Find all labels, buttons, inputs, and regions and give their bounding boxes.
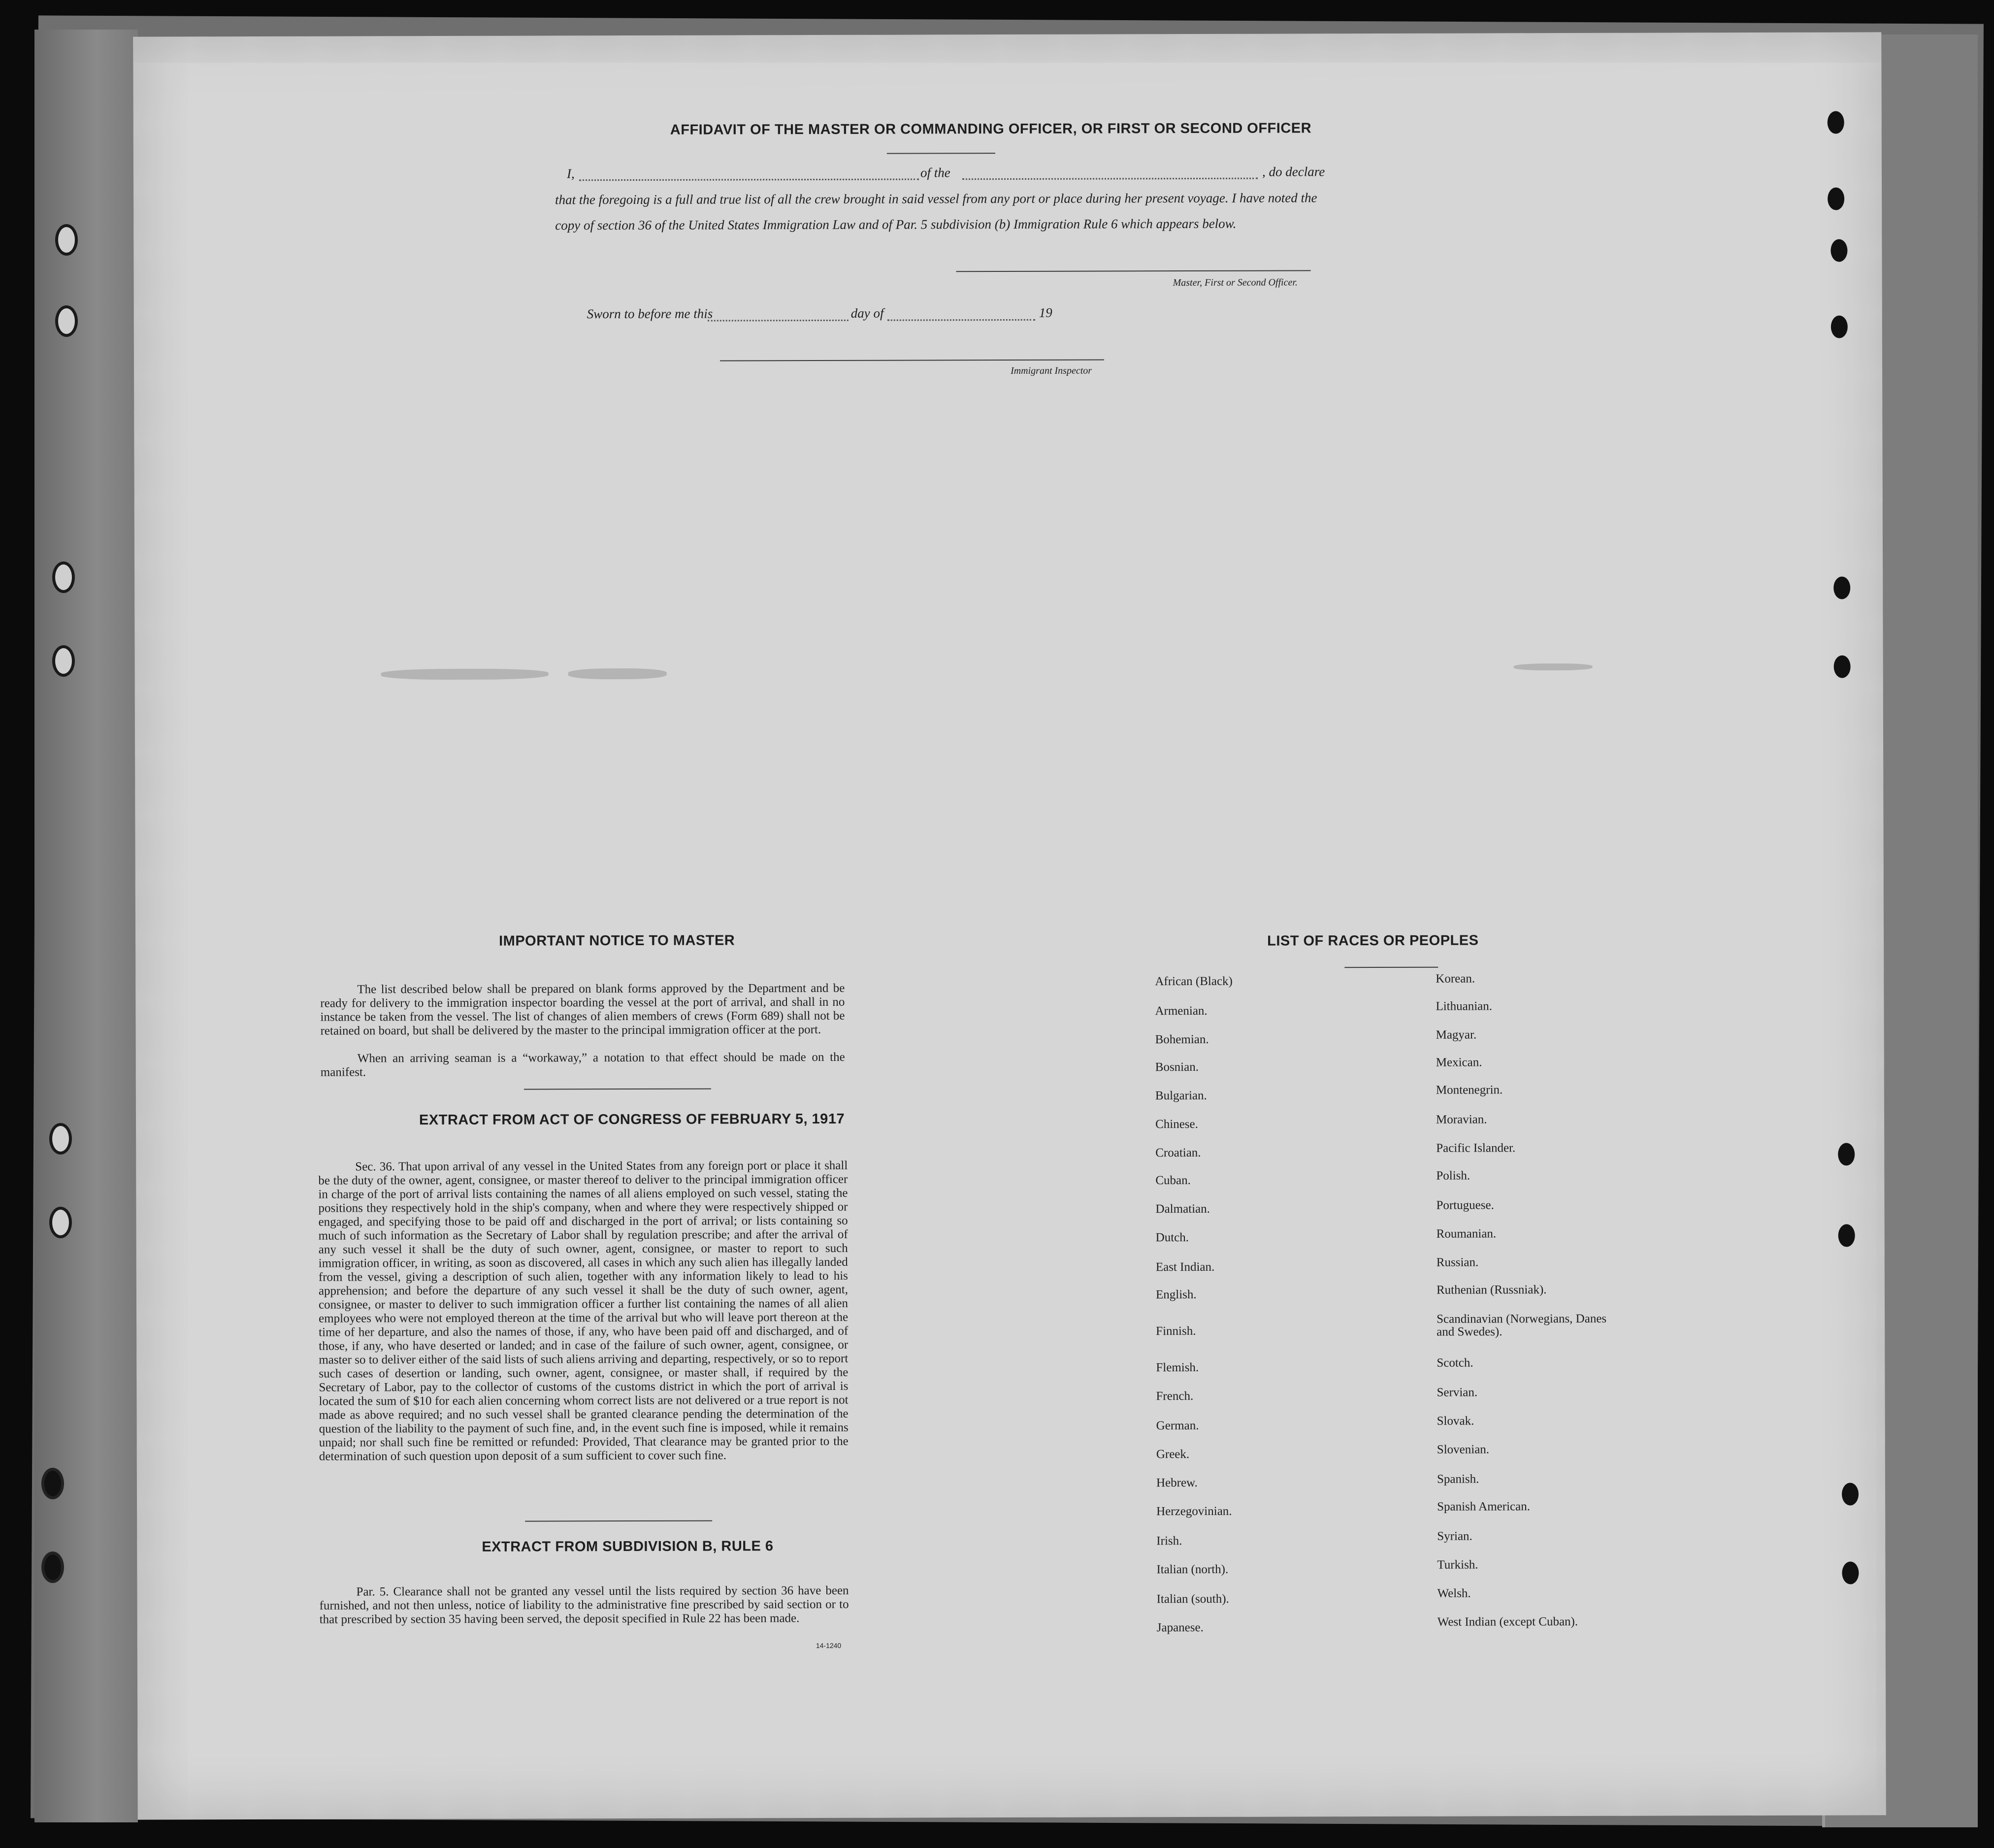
race-item: Mexican. — [1436, 1056, 1482, 1069]
race-item: Italian (south). — [1156, 1592, 1229, 1606]
affidavit-line-2: that the foregoing is a full and true list of all the crew brought in said vessel from any port or place during her present voyage. I have noted the — [555, 190, 1317, 207]
punch-hole — [1833, 577, 1850, 599]
race-item: Chinese. — [1155, 1117, 1198, 1131]
race-item: Italian (north). — [1156, 1562, 1229, 1577]
bleed-through-mark — [381, 668, 549, 680]
punch-hole — [1838, 1224, 1855, 1247]
race-item: Bosnian. — [1155, 1060, 1199, 1074]
race-item: West Indian (except Cuban). — [1437, 1615, 1578, 1629]
sworn-month-blank — [887, 319, 1035, 321]
race-item: Bohemian. — [1155, 1032, 1209, 1047]
race-item: Moravian. — [1436, 1113, 1487, 1126]
races-title: LIST OF RACES OR PEOPLES — [1267, 932, 1479, 949]
punch-hole — [1834, 656, 1851, 678]
binder-hole — [55, 224, 78, 256]
race-item: Syrian. — [1437, 1529, 1472, 1543]
binder-hole — [49, 1123, 72, 1155]
race-item: Portuguese. — [1436, 1198, 1494, 1212]
name-blank — [579, 178, 919, 181]
inspector-signature-line — [720, 359, 1104, 361]
race-item: Lithuanian. — [1436, 999, 1493, 1013]
punch-hole — [1842, 1483, 1859, 1505]
race-item: Cuban. — [1155, 1174, 1191, 1188]
punch-hole — [1838, 1143, 1855, 1166]
race-item: Ruthenian (Russniak). — [1436, 1283, 1547, 1297]
race-item: Herzegovinian. — [1156, 1504, 1232, 1518]
race-item: Polish. — [1436, 1169, 1471, 1183]
act-extract-body: Sec. 36. That upon arrival of any vessel in the United States from any foreign port or place it shall be the duty of the owner, agent, consignee, or master thereof to deliver to the principal immigration officer in charge of the port of arrival lists containing the names of all aliens employed on such vessel, stating the positions they respectively hold in the ship's company, when and where they were respectively shipped or engaged, and specifying those to be paid off and discharged in the port of arrival; or lists containing so much of such information as the Secretary of Labor shall by regulation prescribe; and after the arrival of any such vessel it shall be the duty of such owner, agent, consignee, or master to report to such immigration officer, in writing, as soon as discovered, all cases in which any such alien has illegally landed from the vessel, giving a description of such alien, together with any information likely to lead to his apprehension; and before the departure of any such vessel it shall be the duty of such owner, agent, consignee, or master to deliver to such immigration officer a further list containing the names of all alien employees who were not employed thereon at the time of the arrival but who will leave port thereon at the time of her departure, and also the names of those, if any, who have been paid off and discharged, and of those, if any, who have deserted or landed; and in case of the failure of such owner, agent, consignee, or master so to deliver either of the said lists of such aliens arriving and departing, respectively, or so to report such cases of desertion or landing, such owner, agent, consignee, or master shall, if required by the Secretary of Labor, pay to the collector of customs of the customs district in which the port of arrival is located the sum of $10 for each alien concerning whom correct lists are not delivered or a true report is not made as above required; and no such vessel shall be granted clearance pending the determination of the question of the liability to the payment of such fine, and, in the event such fine is imposed, while it remains unpaid; nor shall such fine be remitted or refunded: Provided, That clearance may be granted prior to the determination of such question upon deposit of a sum sufficient to cover such fine. — [318, 1158, 849, 1463]
race-item: Dutch. — [1155, 1231, 1189, 1245]
master-signature-caption: Master, First or Second Officer. — [1173, 277, 1298, 289]
race-item: French. — [1156, 1389, 1194, 1403]
race-item: Hebrew. — [1156, 1476, 1198, 1490]
race-item: African (Black) — [1155, 974, 1233, 989]
race-item: English. — [1155, 1288, 1197, 1302]
race-item: Croatian. — [1155, 1146, 1201, 1160]
title-underline — [887, 153, 995, 154]
affidavit-line-declare: , do declare — [1262, 164, 1325, 179]
race-item: Dalmatian. — [1155, 1202, 1210, 1216]
affidavit-line-of-the: of the — [920, 165, 950, 180]
race-item: Finnish. — [1156, 1324, 1196, 1338]
sworn-day-blank — [708, 320, 849, 322]
race-item: Scandinavian (Norwegians, Danes and Swedes). — [1437, 1312, 1607, 1339]
bleed-through-mark — [568, 668, 667, 680]
binder-hole — [52, 645, 75, 677]
race-item: East Indian. — [1155, 1260, 1215, 1274]
race-item: Scotch. — [1437, 1356, 1473, 1370]
race-item: Flemish. — [1156, 1360, 1199, 1375]
race-item: Armenian. — [1155, 1004, 1208, 1018]
sworn-year: 19 — [1039, 305, 1052, 320]
form-page — [133, 32, 1886, 1819]
affidavit-line-i: I, — [566, 166, 575, 181]
binder-hole — [52, 561, 75, 593]
race-item: Slovenian. — [1437, 1443, 1490, 1456]
race-item: Korean. — [1436, 972, 1475, 986]
race-item: Roumanian. — [1436, 1227, 1497, 1241]
binder-hole — [49, 1207, 72, 1238]
race-item: Welsh. — [1437, 1586, 1471, 1600]
affidavit-title: AFFIDAVIT OF THE MASTER OR COMMANDING OFFICER, OR FIRST OR SECOND OFFICER — [670, 120, 1312, 138]
vessel-blank — [962, 178, 1258, 180]
master-signature-line — [956, 270, 1311, 272]
affidavit-line-3: copy of section 36 of the United States Immigration Law and of Par. 5 subdivision (b) Immigration Rule 6 which appears below. — [555, 216, 1237, 233]
form-number: 14-1240 — [816, 1641, 842, 1650]
inspector-caption: Immigrant Inspector — [1011, 365, 1092, 376]
notice-paragraph-1: The list described below shall be prepared on blank forms approved by the Department and be ready for delivery to the immigration inspector boarding the vessel at the port of arrival, and shall in no instance be taken from the vessel. The list of changes of alien members of crews (Form 689) shall not be retained on board, but shall be delivered by the master to the principal immigration officer at the port. — [320, 981, 845, 1038]
bleed-through-mark — [1514, 663, 1593, 670]
race-item: Servian. — [1437, 1386, 1478, 1399]
rule-extract-title: EXTRACT FROM SUBDIVISION B, RULE 6 — [482, 1538, 774, 1555]
punch-hole — [1828, 188, 1844, 210]
race-item: Greek. — [1156, 1448, 1190, 1461]
binder-hole — [55, 305, 78, 337]
race-item: Magyar. — [1436, 1028, 1477, 1042]
notice-paragraph-2: When an arriving seaman is a “workaway,” a notation to that effect should be made on the manifest. — [320, 1050, 845, 1079]
race-item: Russian. — [1436, 1255, 1479, 1269]
race-item: German. — [1156, 1419, 1199, 1433]
sworn-prefix: Sworn to before me this — [587, 306, 713, 322]
binder-hole — [41, 1551, 64, 1583]
punch-hole — [1831, 316, 1848, 338]
binder-hole — [41, 1468, 64, 1499]
race-item: Irish. — [1156, 1534, 1182, 1548]
race-item: Japanese. — [1156, 1620, 1204, 1635]
race-item: Spanish. — [1437, 1472, 1479, 1486]
act-extract-title: EXTRACT FROM ACT OF CONGRESS OF FEBRUARY 5, 1917 — [419, 1111, 845, 1128]
races-title-underline — [1344, 967, 1438, 968]
rule-extract-body: Par. 5. Clearance shall not be granted any vessel until the lists required by section 36 have been furnished, and not then unless, notice of liability to the administrative fine prescribed by said section or to that prescribed by section 35 having been served, the deposit specified in Rule 22 has been made. — [319, 1584, 849, 1626]
race-item: Turkish. — [1437, 1558, 1478, 1572]
section-divider — [525, 1520, 712, 1522]
section-divider — [524, 1089, 711, 1090]
race-item: Slovak. — [1437, 1414, 1474, 1428]
punch-hole — [1828, 111, 1844, 134]
race-item: Bulgarian. — [1155, 1089, 1207, 1103]
punch-hole — [1831, 239, 1847, 262]
race-item: Montenegrin. — [1436, 1083, 1503, 1097]
sworn-day-of: day of — [850, 305, 884, 321]
notice-title: IMPORTANT NOTICE TO MASTER — [499, 932, 735, 949]
race-item: Pacific Islander. — [1436, 1141, 1516, 1155]
race-item: Spanish American. — [1437, 1500, 1530, 1514]
punch-hole — [1842, 1561, 1859, 1584]
